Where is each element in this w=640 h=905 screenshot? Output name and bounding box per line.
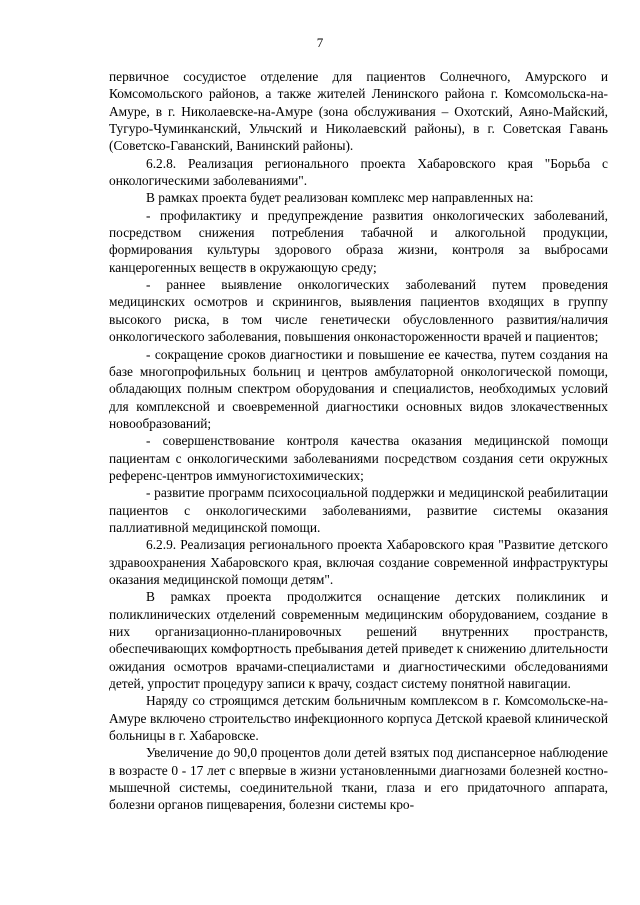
paragraph-10: В рамках проекта продолжится оснащение детских поликлиник и поликлинических отделений современным медицинским оборудованием, создание в них организационно-планировочных решений внутренних пространств, обеспечивающих комфортность пребывания детей приведет к снижению длительности ожидания осмотров врачами-специалистами и диагностическими обследованиями детей, упростит процедуру записи к врачу, создаст систему понятной навигации. bbox=[109, 589, 608, 692]
paragraph-12: Увеличение до 90,0 процентов доли детей взятых под диспансерное наблюдение в возрасте 0 - 17 лет с впервые в жизни установленными диагнозами болезней костно-мышечной системы, соединительной ткани, глаза и его придаточного аппарата, болезни органов пищеварения, болезни системы кро- bbox=[109, 745, 608, 813]
paragraph-7: - совершенствование контроля качества оказания медицинской помощи пациентам с онкологическими заболеваниями посредством создания сети окружных референс-центров иммуногистохимических; bbox=[109, 433, 608, 483]
paragraph-11: Наряду со строящимся детским больничным комплексом в г. Комсомольске-на-Амуре включено строительство инфекционного корпуса Детской краевой клинической больницы в г. Хабаровске. bbox=[109, 693, 608, 744]
paragraph-1: первичное сосудистое отделение для пациентов Солнечного, Амурского и Комсомольского районов, а также жителей Ленинского района г. Комсомольска-на-Амуре, в г. Николаевске-на-Амуре (зона обслуживания – Охотский, Аяно-Майский, Тугуро-Чуминканский, Ульчский и Николаевский районы), в г. Советская Гавань (Советско-Гаванский, Ванинский районы). bbox=[109, 69, 608, 154]
page-number: 7 bbox=[316, 35, 324, 50]
paragraph-6: - сокращение сроков диагностики и повышение ее качества, путем создания на базе многопрофильных больниц и центров амбулаторной онкологической помощи, обладающих полным спектром оборудования и специалистов, необходимых условий для комплексной и своевременной диагностики основных видов злокачественных новообразований; bbox=[109, 346, 608, 431]
paragraph-4: - профилактику и предупреждение развития онкологических заболеваний, посредством снижения потребления табачной и алкогольной продукции, формирования культуры здорового образа жизни, контроля за выбросами канцерогенных веществ в окружающую среду; bbox=[109, 207, 608, 275]
paragraph-2: 6.2.8. Реализация регионального проекта Хабаровского края "Борьба с онкологическими заболеваниями". bbox=[109, 155, 608, 189]
paragraph-8: - развитие программ психосоциальной поддержки и медицинской реабилитации пациентов с онкологическими заболеваниями, развитие системы оказания паллиативной медицинской помощи. bbox=[109, 485, 608, 535]
paragraph-9: 6.2.9. Реализация регионального проекта Хабаровского края "Развитие детского здравоохранения Хабаровского края, включая создание современной инфраструктуры оказания медицинской помощи детям". bbox=[109, 537, 608, 587]
paragraph-3: В рамках проекта будет реализован комплекс мер направленных на: bbox=[146, 190, 534, 206]
paragraph-5: - раннее выявление онкологических заболеваний путем проведения медицинских осмотров и скринингов, выявления пациентов входящих в группу высокого риска, в том числе генетически обусловленного развития/наличия онкологического заболевания, повышения онконастороженности врачей и пациентов; bbox=[109, 277, 608, 345]
page-body bbox=[109, 68, 608, 814]
